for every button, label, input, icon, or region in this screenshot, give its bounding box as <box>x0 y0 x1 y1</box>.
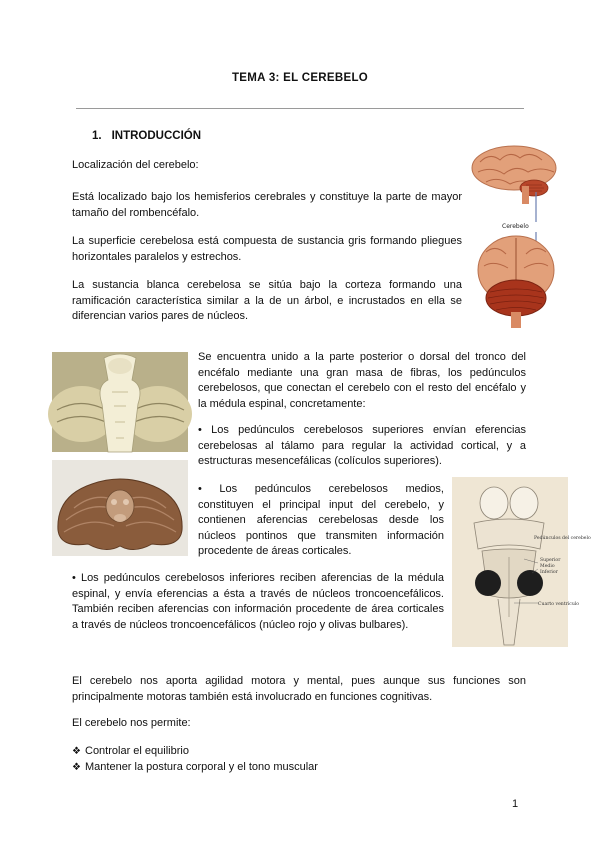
diamond-bullet-icon: ❖ <box>72 761 81 773</box>
paragraph-location: Está localizado bajo los hemisferios cerebrales y constituye la parte de mayor tamaño del rombencéfalo. <box>72 191 462 219</box>
list-item: ❖ Mantener la postura corporal y el tono muscular <box>72 760 492 776</box>
label-superior: Superior <box>540 558 561 563</box>
peduncle-diagram <box>452 477 591 647</box>
section-heading <box>92 130 201 142</box>
label-inferior: Inferior <box>540 570 558 575</box>
function-list <box>72 744 492 775</box>
brain-label: Cerebelo <box>502 223 529 230</box>
paragraph-location-intro: Localización del cerebelo: <box>72 159 199 171</box>
label-peduncles: Pedúnculos del cerebelo <box>534 536 591 541</box>
label-fourth-ventricle: Cuarto ventrículo <box>538 602 580 607</box>
paragraph-peduncles: Se encuentra unido a la parte posterior o dorsal del tronco del encéfalo mediante una gran masa de fibras, los pedúnculos cerebelosos, que conectan el cerebelo con el resto del encéfalo y la médula espinal, concretamente: <box>198 351 526 410</box>
brain-illustration <box>470 142 562 330</box>
paragraph-superior-peduncles: • Los pedúnculos cerebelosos superiores envían eferencias cerebelosas al tálamo para regular la actividad cortical, y a estructuras mesencefálicas (colículos superiores). <box>198 424 526 467</box>
document-title: TEMA 3: EL CEREBELO <box>231 72 369 84</box>
list-item: ❖ Controlar el equilibrio <box>72 744 492 760</box>
paragraph-inferior-peduncles: • Los pedúnculos cerebelosos inferiores reciben aferencias de la médula espinal, y envía eferencias a ésta a través de núcleos troncoencefálicos. También reciben aferencias con información procedente de área corticales a través de núcleos troncoencefálicos (núcleo rojo y olivas bulbares). <box>72 572 444 631</box>
label-middle: Medio <box>540 564 555 569</box>
section-title: INTRODUCCIÓN <box>111 130 202 142</box>
paragraph-allows: El cerebelo nos permite: <box>72 717 191 729</box>
section-number: 1. <box>92 130 102 142</box>
paragraph-functions: El cerebelo nos aporta agilidad motora y mental, pues aunque sus funciones son principalmente motoras también está involucrado en funciones cognitivas. <box>72 675 526 703</box>
brainstem-photo <box>52 352 188 452</box>
paragraph-white-matter: La sustancia blanca cerebelosa se sitúa bajo la corteza formando una ramificación característica similar a la de un árbol, e incrustados en ella se diferencian varios pares de núcleos. <box>72 279 462 322</box>
page-number: 1 <box>512 798 519 810</box>
paragraph-middle-peduncles: • Los pedúnculos cerebelosos medios, constituyen el principal input del cerebelo, y contienen aferencias cerebelosas desde los núcleos pontinos que transmiten información procedente de áreas corticales. <box>198 483 444 557</box>
brain-location-figure <box>470 142 562 330</box>
diamond-bullet-icon: ❖ <box>72 746 81 757</box>
cerebellum-photo <box>52 460 188 556</box>
title-divider <box>76 108 524 109</box>
paragraph-surface: La superficie cerebelosa está compuesta de sustancia gris formando pliegues horizontales paralelos y estrechos. <box>72 235 462 263</box>
